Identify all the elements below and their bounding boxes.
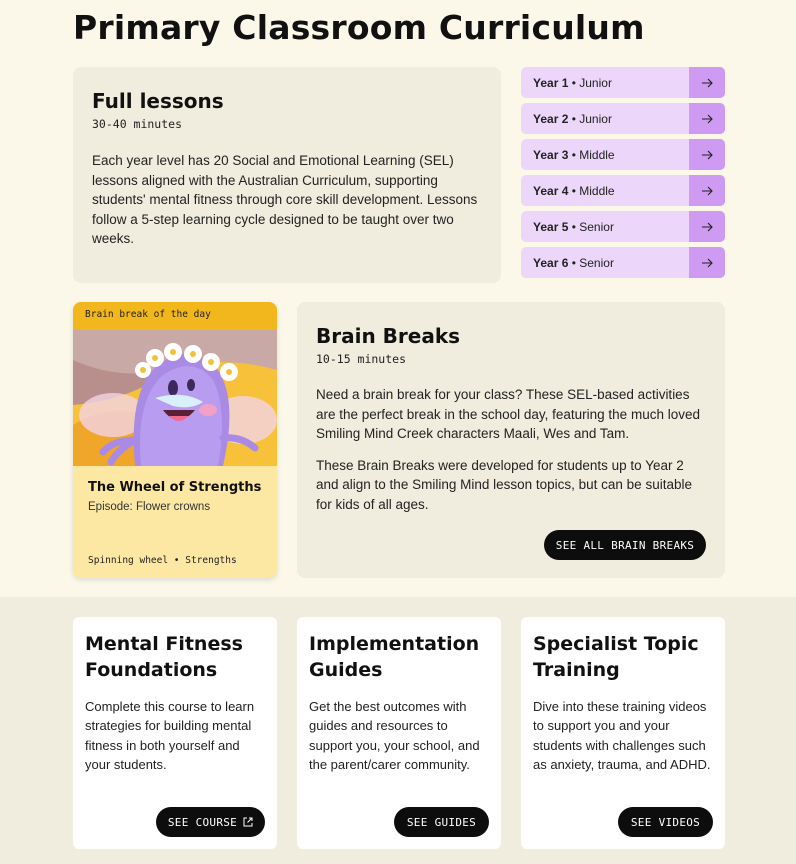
year-item-5[interactable] xyxy=(521,211,725,242)
resource-card-mental-fitness xyxy=(73,617,277,849)
arrow-right-icon[interactable] xyxy=(689,139,725,170)
brain-break-title: The Wheel of Strengths xyxy=(88,480,262,495)
see-videos-button[interactable] xyxy=(618,807,713,837)
external-link-icon xyxy=(243,817,253,827)
arrow-right-icon[interactable] xyxy=(689,67,725,98)
year-name: Year 4 xyxy=(533,183,569,198)
arrow-right-icon[interactable] xyxy=(689,211,725,242)
resource-title: Specialist Topic Training xyxy=(533,633,699,681)
year-label: Year 1 • Junior xyxy=(533,75,612,90)
year-label: Year 2 • Junior xyxy=(533,111,612,126)
year-name: Year 1 xyxy=(533,75,569,90)
see-guides-label: SEE GUIDES xyxy=(406,815,477,829)
see-videos-label: SEE VIDEOS xyxy=(630,815,701,829)
see-all-brain-breaks-button[interactable] xyxy=(544,530,706,560)
year-label: Year 4 • Middle xyxy=(533,183,615,198)
full-lessons-description: Each year level has 20 Social and Emotional Learning (SEL) lessons aligned with the Australian Curriculum, supporting students' mental fitness through core skill development. Lessons follow a 5-step learning cycle designed to be taught over two weeks. xyxy=(92,153,478,246)
see-course-button[interactable] xyxy=(156,807,265,837)
arrow-right-icon[interactable] xyxy=(689,175,725,206)
resource-title: Implementation Guides xyxy=(309,633,480,681)
year-label: Year 5 • Senior xyxy=(533,219,614,234)
brain-break-of-day-card[interactable] xyxy=(73,302,277,578)
resource-text: Get the best outcomes with guides and resources to support you, your school, and the parent/carer community. xyxy=(309,699,480,772)
year-label: Year 6 • Senior xyxy=(533,255,614,270)
brain-breaks-title: Brain Breaks xyxy=(316,324,461,348)
year-name: Year 3 xyxy=(533,147,569,162)
arrow-right-icon[interactable] xyxy=(689,103,725,134)
brain-breaks-paragraph-2: These Brain Breaks were developed for students up to Year 2 and align to the Smiling Mind lesson topics, but can be suitable for kids of all ages. xyxy=(316,457,692,512)
year-item-3[interactable] xyxy=(521,139,725,170)
resource-text: Dive into these training videos to support you and your students with challenges such as anxiety, trauma, and ADHD. xyxy=(533,699,711,772)
resource-card-specialist xyxy=(521,617,725,849)
full-lessons-title: Full lessons xyxy=(92,89,224,113)
brain-break-tags: Spinning wheel • Strengths xyxy=(88,555,237,566)
year-label: Year 3 • Middle xyxy=(533,147,615,162)
resource-card-implementation xyxy=(297,617,501,849)
see-all-brain-breaks-label: SEE ALL BRAIN BREAKS xyxy=(555,538,695,552)
year-list xyxy=(521,67,725,283)
year-level: Senior xyxy=(579,219,614,234)
year-name: Year 5 xyxy=(533,219,569,234)
brain-break-episode: Episode: Flower crowns xyxy=(88,501,211,513)
year-name: Year 6 xyxy=(533,255,569,270)
brain-breaks-paragraph-1: Need a brain break for your class? These SEL-based activities are the perfect break in the school day, featuring the much loved Smiling Mind Creek characters Maali, Wes and Tam. xyxy=(316,387,700,441)
brain-breaks-duration: 10-15 minutes xyxy=(316,352,407,366)
full-lessons-card xyxy=(73,67,501,283)
see-course-label: SEE COURSE xyxy=(167,815,238,829)
arrow-right-icon[interactable] xyxy=(689,247,725,278)
page-title: Primary Classroom Curriculum xyxy=(73,8,645,47)
year-level: Middle xyxy=(579,183,615,198)
year-item-4[interactable] xyxy=(521,175,725,206)
year-name: Year 2 xyxy=(533,111,569,126)
purple-character-illustration xyxy=(73,330,277,466)
year-level: Middle xyxy=(579,147,615,162)
year-item-2[interactable] xyxy=(521,103,725,134)
resource-title: Mental Fitness Foundations xyxy=(85,633,243,681)
year-item-6[interactable] xyxy=(521,247,725,278)
year-level: Senior xyxy=(579,255,614,270)
see-guides-button[interactable] xyxy=(394,807,489,837)
year-level: Junior xyxy=(579,75,612,90)
year-level: Junior xyxy=(579,111,612,126)
full-lessons-duration: 30-40 minutes xyxy=(92,117,183,131)
brain-breaks-card xyxy=(297,302,725,578)
brain-break-banner: Brain break of the day xyxy=(73,302,277,330)
resource-text: Complete this course to learn strategies for building mental fitness in both yourself and your students. xyxy=(85,699,255,772)
year-item-1[interactable] xyxy=(521,67,725,98)
